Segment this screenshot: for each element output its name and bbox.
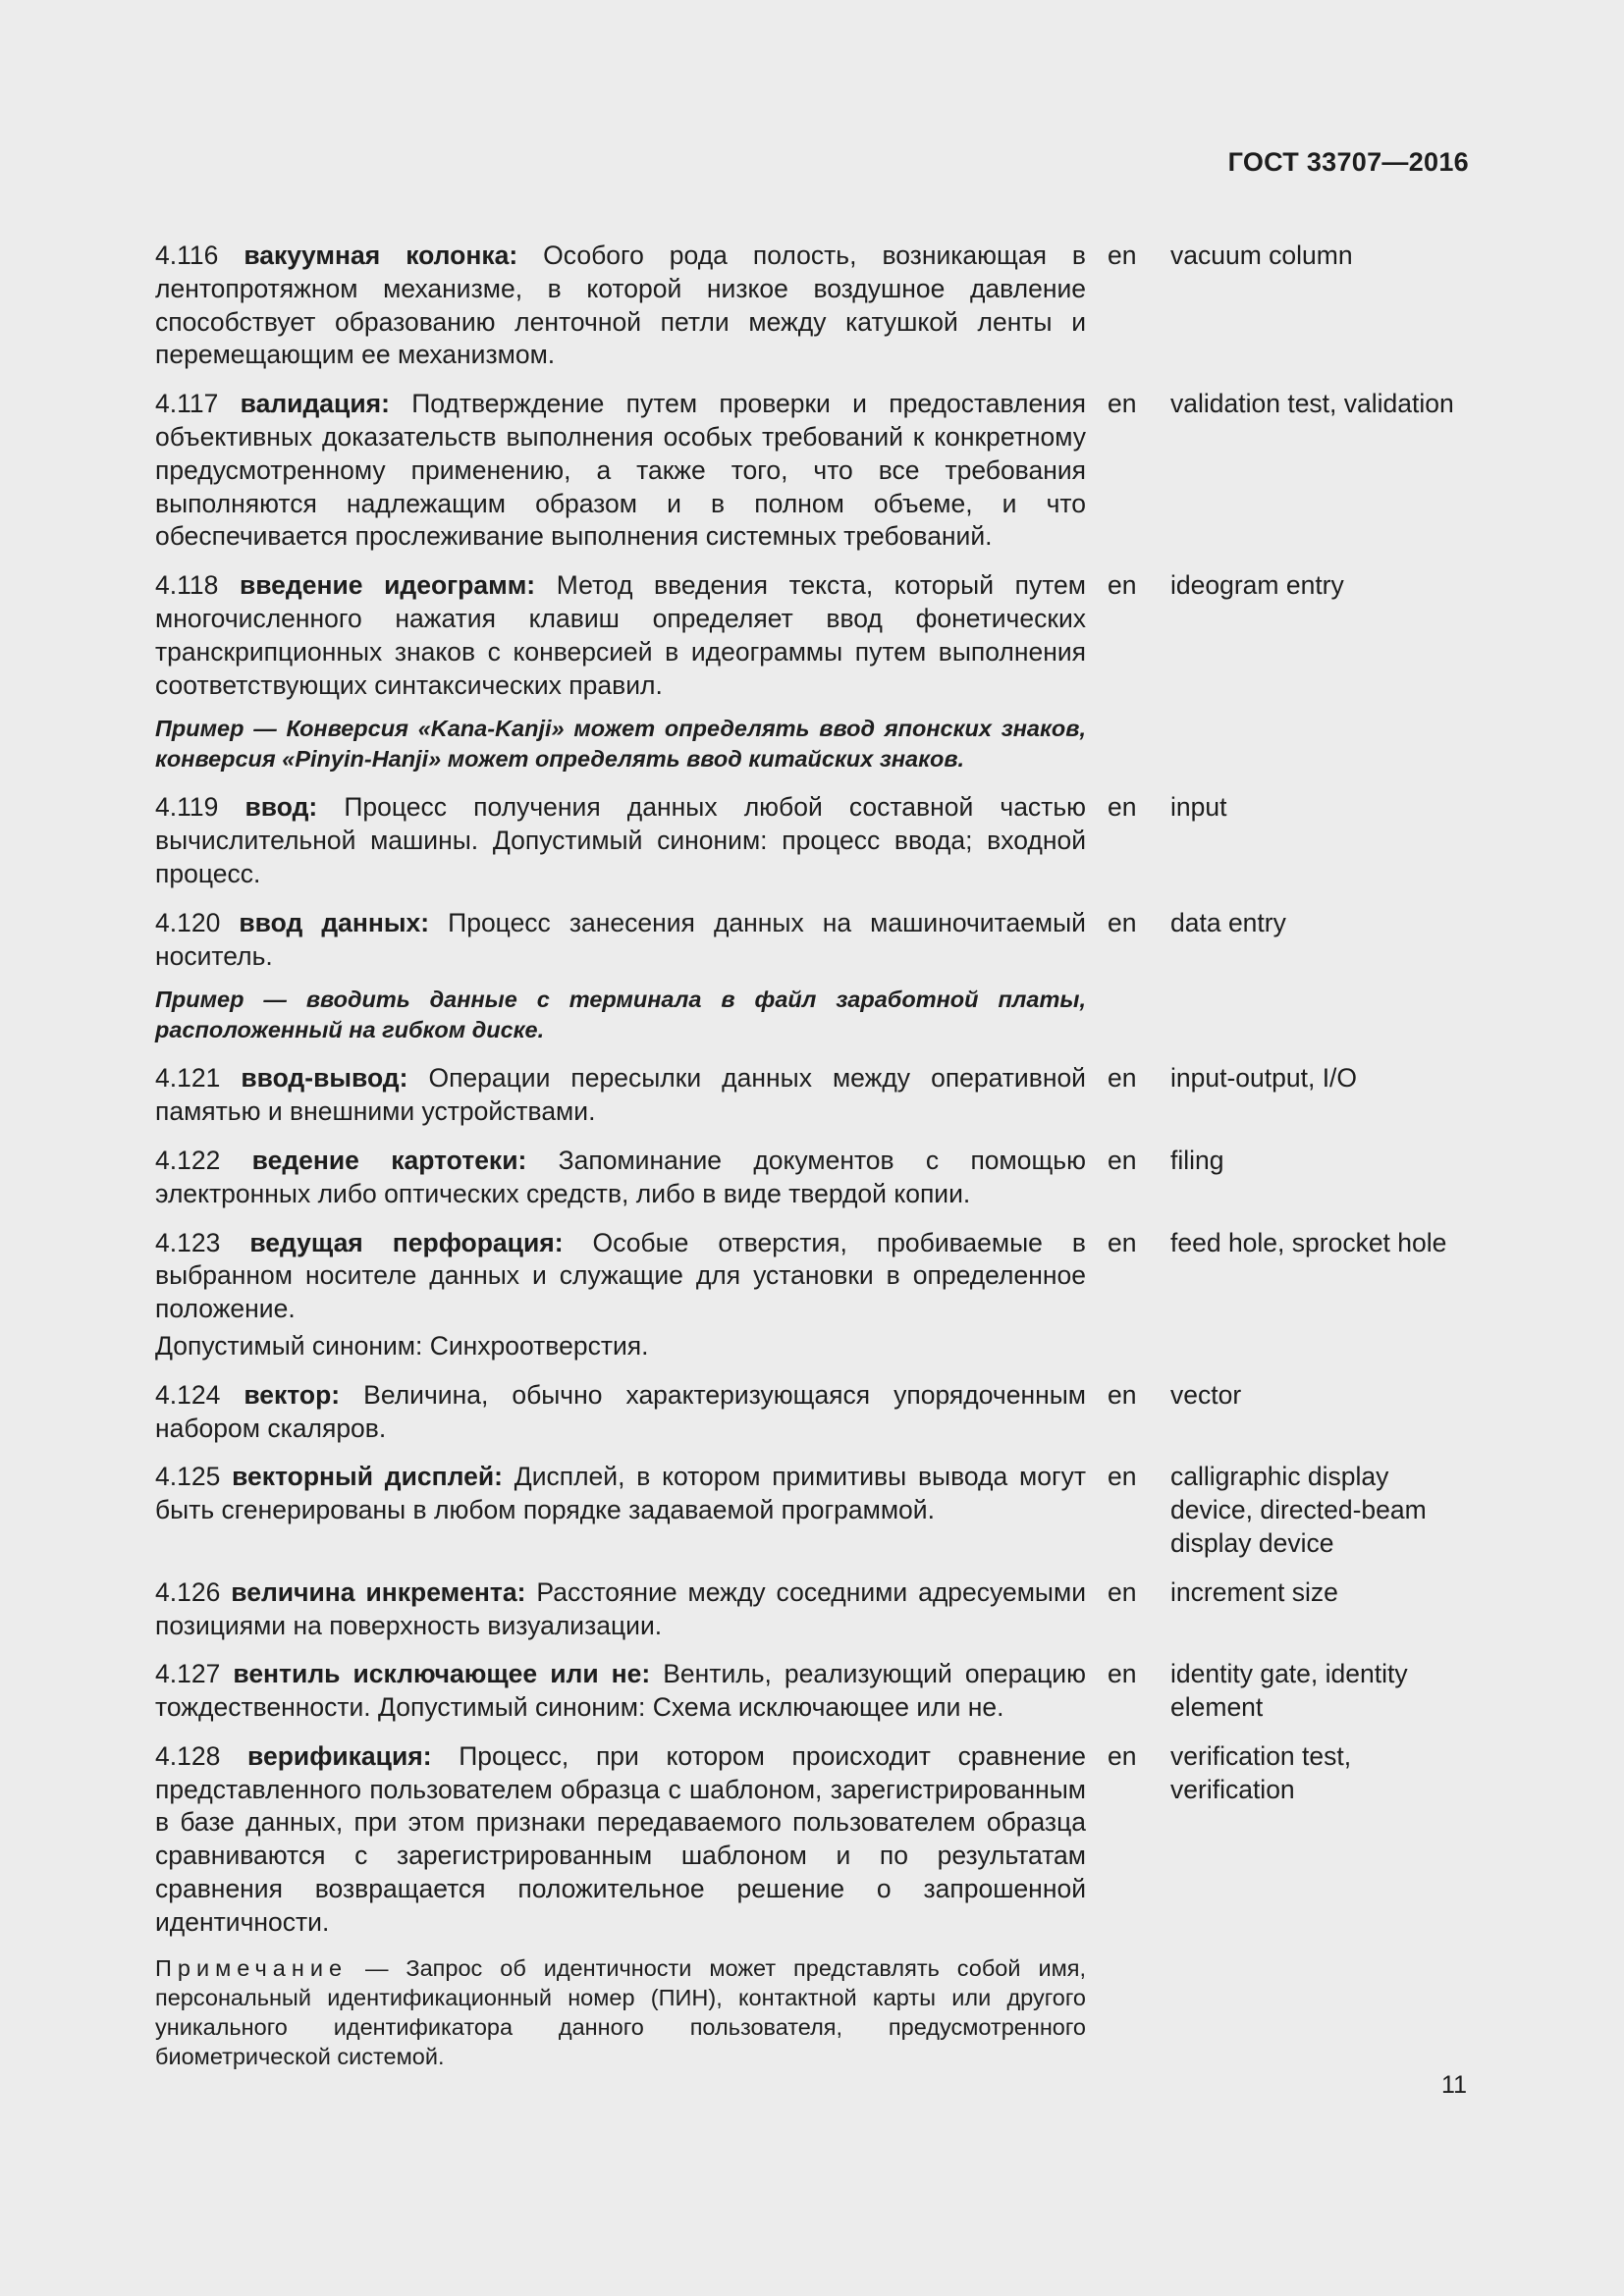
term-english: calligraphic display device, directed-beam display device bbox=[1170, 1462, 1427, 1558]
term-name: векторный дисплей: bbox=[232, 1462, 503, 1492]
term-english: ideogram entry bbox=[1170, 570, 1344, 601]
note-label: Примечание bbox=[155, 1954, 349, 1981]
term-number: 4.116 bbox=[155, 240, 219, 270]
term-name: валидация: bbox=[240, 389, 390, 419]
term-definition: Расстояние между соседними адресуемыми позициями на поверхность визуализации. bbox=[155, 1576, 1086, 1640]
term-example: Пример — Конверсия «Kana-Kanji» может определять ввод японских знаков, конверсия «Pinyin-Hanji» может определять ввод китайских знаков. bbox=[155, 716, 1086, 772]
term-definition: Особые отверстия, пробиваемые в выбранном носителе данных и служащие для установки в определенное положение. bbox=[155, 1227, 1086, 1324]
term-name: ввод: bbox=[244, 792, 318, 823]
term-synonym: Допустимый синоним: Синхроотверстия. bbox=[155, 1330, 649, 1361]
term-language: en bbox=[1108, 389, 1137, 419]
term-definition-block bbox=[155, 1461, 1086, 1527]
term-number: 4.128 bbox=[155, 1740, 221, 1771]
term-name: ввод-вывод: bbox=[241, 1063, 408, 1094]
term-name: ввод данных: bbox=[239, 907, 430, 937]
document-header: ГОСТ 33707—2016 bbox=[1227, 147, 1469, 177]
term-entry bbox=[155, 1740, 1471, 1940]
term-name: вектор: bbox=[244, 1379, 341, 1410]
term-definition: Операции пересылки данных между оперативной памятью и внешними устройствами. bbox=[155, 1063, 1086, 1127]
term-entry bbox=[155, 569, 1471, 702]
term-definition-block bbox=[155, 1740, 1086, 1940]
term-language: en bbox=[1108, 240, 1137, 270]
term-english: data entry bbox=[1170, 907, 1286, 937]
term-language: en bbox=[1108, 1576, 1137, 1607]
term-definition: Особого рода полость, возникающая в лентопротяжном механизме, в которой низкое воздушное давление способствует образованию ленточной петли между катушкой ленты и перемещающим ее механизмом. bbox=[155, 240, 1087, 370]
term-english: increment size bbox=[1170, 1576, 1338, 1607]
term-entry bbox=[155, 1379, 1471, 1446]
term-definition: Запоминание документов с помощью электронных либо оптических средств, либо в виде твердой копии. bbox=[155, 1145, 1086, 1208]
term-english: vacuum column bbox=[1170, 240, 1353, 270]
term-definition: Подтверждение путем проверки и предоставления объективных доказательств выполнения особых требований к конкретному предусмотренному применению, а также того, что все требования выполняются надлежащим образом и в полном объеме, и что обеспечивается прослеживание выполнения системных требований. bbox=[155, 389, 1086, 552]
term-number: 4.124 bbox=[155, 1379, 221, 1410]
term-language: en bbox=[1108, 907, 1137, 937]
term-language: en bbox=[1108, 1462, 1137, 1492]
term-definition-block bbox=[155, 791, 1086, 890]
term-language: en bbox=[1108, 570, 1137, 601]
note-text: — Запрос об идентичности может представлять собой имя, персональный идентификационный номер (ПИН), контактной карты или другого уникального идентификатора данного пользователя, предусмотренного биометрической системой. bbox=[155, 1954, 1086, 2069]
term-entry bbox=[155, 1576, 1471, 1643]
term-number: 4.118 bbox=[155, 570, 219, 601]
term-number: 4.127 bbox=[155, 1659, 221, 1689]
term-name: ведение картотеки: bbox=[251, 1145, 527, 1175]
term-entry bbox=[155, 1461, 1471, 1560]
term-definition-block bbox=[155, 1658, 1086, 1725]
term-definition: Процесс занесения данных на машиночитаемый носитель. bbox=[155, 907, 1086, 971]
term-english: feed hole, sprocket hole bbox=[1170, 1227, 1447, 1257]
term-language: en bbox=[1108, 1145, 1137, 1175]
term-name: ведущая перфорация: bbox=[249, 1227, 564, 1257]
term-number: 4.123 bbox=[155, 1227, 221, 1257]
term-definition-block bbox=[155, 569, 1086, 702]
term-number: 4.121 bbox=[155, 1063, 221, 1094]
term-entry bbox=[155, 1145, 1471, 1211]
term-definition-block bbox=[155, 1145, 1086, 1211]
term-entry bbox=[155, 791, 1471, 890]
term-definition: Метод введения текста, который путем многочисленного нажатия клавиш определяет ввод фонетических транскрипционных знаков с конверсией в идеограммы путем выполнения соответствующих синтаксических правил. bbox=[155, 570, 1086, 700]
term-definition: Дисплей, в котором примитивы вывода могут быть сгенерированы в любом порядке задаваемой программой. bbox=[155, 1462, 1086, 1525]
term-language: en bbox=[1108, 1227, 1137, 1257]
term-definition-block bbox=[155, 388, 1086, 554]
term-english: filing bbox=[1170, 1145, 1224, 1175]
term-language: en bbox=[1108, 1063, 1137, 1094]
term-english: verification test, verification bbox=[1170, 1740, 1352, 1804]
term-definition-block bbox=[155, 1379, 1086, 1446]
term-name: величина инкремента: bbox=[231, 1576, 526, 1607]
term-language: en bbox=[1108, 1379, 1137, 1410]
term-number: 4.120 bbox=[155, 907, 221, 937]
term-definition: Величина, обычно характеризующаяся упорядоченным набором скаляров. bbox=[155, 1379, 1086, 1443]
term-definition-block bbox=[155, 1576, 1086, 1643]
term-entry bbox=[155, 240, 1471, 372]
term-definition-block bbox=[155, 240, 1086, 372]
term-english: vector bbox=[1170, 1379, 1242, 1410]
term-number: 4.119 bbox=[155, 792, 219, 823]
term-english: validation test, validation bbox=[1170, 389, 1454, 419]
term-example: Пример — вводить данные с терминала в файл заработной платы, расположенный на гибком диске. bbox=[155, 987, 1086, 1042]
terms-list bbox=[155, 240, 1471, 2071]
term-entry bbox=[155, 907, 1471, 974]
term-definition-block bbox=[155, 1227, 1086, 1326]
term-entry bbox=[155, 1658, 1471, 1725]
term-number: 4.126 bbox=[155, 1576, 221, 1607]
term-definition-block bbox=[155, 907, 1086, 974]
term-definition-block bbox=[155, 1062, 1086, 1129]
term-english: input bbox=[1170, 792, 1227, 823]
term-language: en bbox=[1108, 1740, 1137, 1771]
term-definition: Процесс получения данных любой составной частью вычислительной машины. Допустимый синоним: процесс ввода; входной процесс. bbox=[155, 792, 1086, 888]
term-definition: Процесс, при котором происходит сравнение представленного пользователем образца с шаблоном, зарегистрированным в базе данных, при этом признаки передаваемого пользователем образца сравниваются с зарегистрированным шаблоном и по результатам сравнения возвращается положительное решение о запрошенной идентичности. bbox=[155, 1740, 1086, 1937]
term-name: введение идеограмм: bbox=[239, 570, 536, 601]
page-number: 11 bbox=[1441, 2071, 1467, 2099]
term-language: en bbox=[1108, 792, 1137, 823]
term-name: вакуумная колонка: bbox=[244, 240, 518, 270]
term-english: identity gate, identity element bbox=[1170, 1659, 1408, 1723]
term-note bbox=[155, 1953, 1086, 2071]
term-definition: Вентиль, реализующий операцию тождественности. Допустимый синоним: Схема исключающее или не. bbox=[155, 1659, 1086, 1723]
term-number: 4.125 bbox=[155, 1462, 221, 1492]
term-english: input-output, I/O bbox=[1170, 1063, 1358, 1094]
term-name: верификация: bbox=[247, 1740, 432, 1771]
term-number: 4.122 bbox=[155, 1145, 221, 1175]
term-entry bbox=[155, 1062, 1471, 1129]
term-language: en bbox=[1108, 1659, 1137, 1689]
term-entry bbox=[155, 388, 1471, 554]
term-entry bbox=[155, 1227, 1471, 1326]
term-name: вентиль исключающее или не: bbox=[233, 1659, 651, 1689]
term-number: 4.117 bbox=[155, 389, 219, 419]
